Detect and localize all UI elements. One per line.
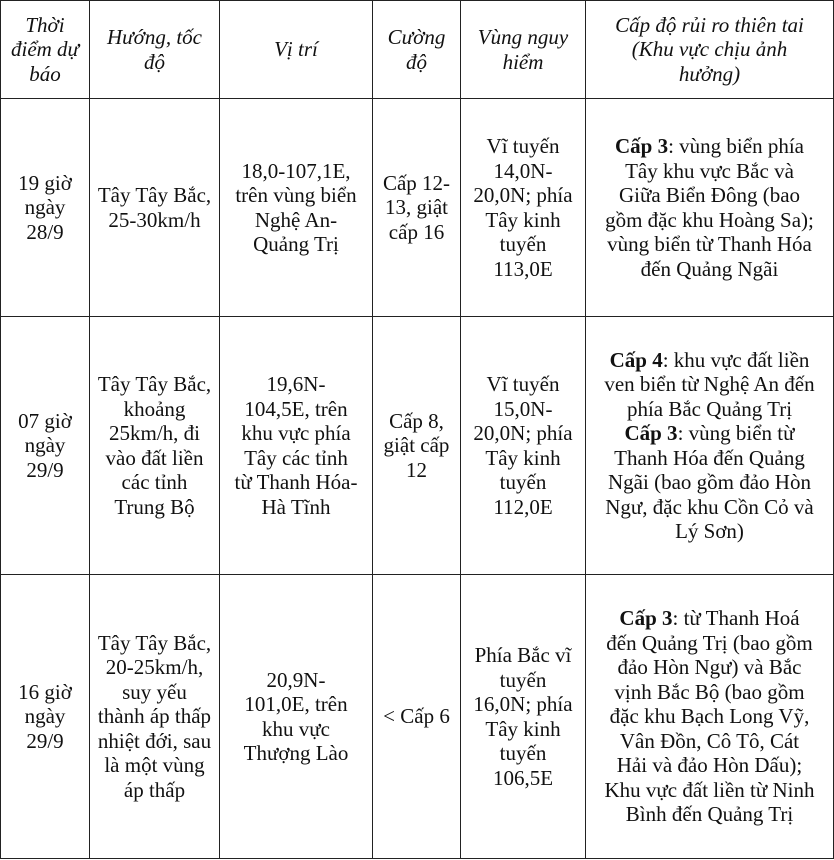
risk-level-label: Cấp 4 [609,347,663,372]
table-row [1,575,834,859]
cell-time: 16 giờ ngày 29/9 [1,575,90,859]
risk-level-label: Cấp 3 [619,606,673,631]
table-row [1,99,834,317]
cell-direction: Tây Tây Bắc, 25-30km/h [90,99,220,317]
header-row [1,1,834,99]
cell-danger-zone: Vĩ tuyến 15,0N- 20,0N; phía Tây kinh tuyến 112,0E [461,317,586,575]
header-risk-level: Cấp độ rủi ro thiên tai (Khu vực chịu ảnh hưởng) [586,1,834,99]
cell-intensity: < Cấp 6 [373,575,461,859]
cell-danger-zone: Phía Bắc vĩ tuyến 16,0N; phía Tây kinh tuyến 106,5E [461,575,586,859]
cell-risk: Cấp 3: từ Thanh Hoá đến Quảng Trị (bao gồm đảo Hòn Ngư) và Bắc vịnh Bắc Bộ (bao gồm đặc khu Bạch Long Vỹ, Vân Đồn, Cô Tô, Cát Hải và đảo Hòn Dấu); Khu vực đất liền từ Ninh Bình đến Quảng Trị [586,575,834,859]
cell-direction: Tây Tây Bắc, 20-25km/h, suy yếu thành áp thấp nhiệt đới, sau là một vùng áp thấp [90,575,220,859]
cell-position: 18,0-107,1E, trên vùng biển Nghệ An- Quảng Trị [220,99,373,317]
cell-position: 20,9N- 101,0E, trên khu vực Thượng Lào [220,575,373,859]
table-row [1,317,834,575]
header-time: Thời điểm dự báo [1,1,90,99]
header-intensity: Cường độ [373,1,461,99]
cell-danger-zone: Vĩ tuyến 14,0N- 20,0N; phía Tây kinh tuyến 113,0E [461,99,586,317]
risk-level-label: Cấp 3 [624,421,678,445]
cell-direction: Tây Tây Bắc, khoảng 25km/h, đi vào đất liền các tỉnh Trung Bộ [90,317,220,575]
header-direction: Hướng, tốc độ [90,1,220,99]
header-position: Vị trí [220,1,373,99]
header-danger-zone: Vùng nguy hiểm [461,1,586,99]
cell-risk: Cấp 4: khu vực đất liền ven biển từ Nghệ An đến phía Bắc Quảng Trị Cấp 3: vùng biển từ Thanh Hóa đến Quảng Ngãi (bao gồm đảo Hòn Ngư, đặc khu Cồn Cỏ và Lý Sơn) [586,317,834,575]
cell-intensity: Cấp 12- 13, giật cấp 16 [373,99,461,317]
risk-level-label: Cấp 3 [614,134,669,158]
cell-risk: Cấp 3: vùng biển phía Tây khu vực Bắc và Giữa Biển Đông (bao gồm đặc khu Hoàng Sa); vùng biển từ Thanh Hóa đến Quảng Ngãi [586,99,834,317]
cell-intensity: Cấp 8, giật cấp 12 [373,317,461,575]
cell-time: 07 giờ ngày 29/9 [1,317,90,575]
cell-time: 19 giờ ngày 28/9 [1,99,90,317]
cell-position: 19,6N- 104,5E, trên khu vực phía Tây các tỉnh từ Thanh Hóa- Hà Tĩnh [220,317,373,575]
